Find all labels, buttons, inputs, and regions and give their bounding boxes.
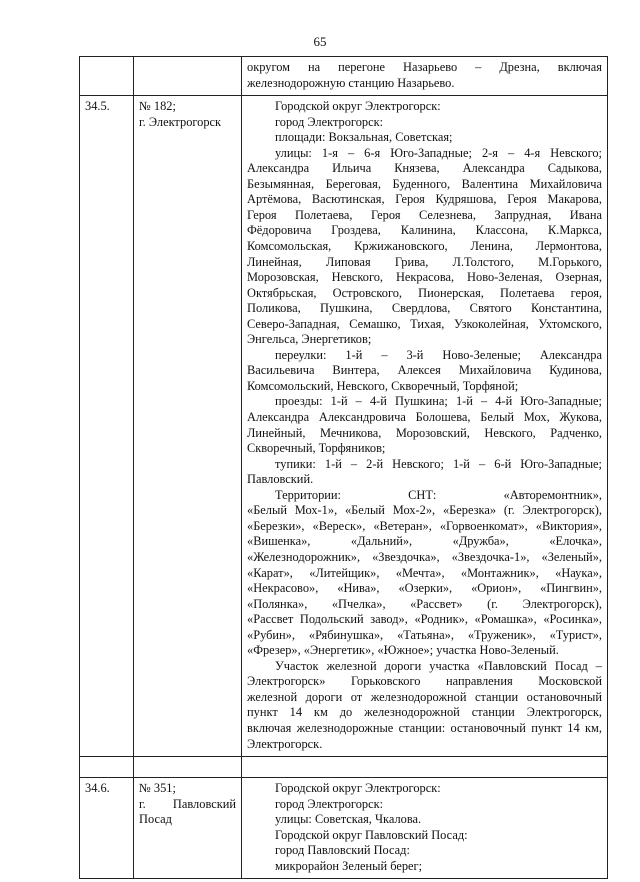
description-line: Территории: СНТ: «Авторемонтник», bbox=[275, 487, 602, 502]
table-row bbox=[80, 57, 608, 96]
description-line: Электрогорск. bbox=[247, 736, 323, 751]
description-line: Энгельса, Энергетиков; bbox=[247, 332, 372, 347]
description-line: Героя Полетаева, Героя Селезнева, Запрудная, Ивана bbox=[247, 207, 602, 222]
description-line: «Фрезер», «Энергетик», «Южное»; участка Ново-Зеленый. bbox=[247, 643, 559, 658]
row-number bbox=[80, 57, 134, 96]
description-line: улицы: 1-я – 6-я Юго-Западные; 2-я – 4-я Невского; bbox=[275, 145, 602, 160]
description-line: «Березки», «Вереск», «Ветеран», «Горвоенкомат», «Виктория», bbox=[247, 518, 602, 533]
description-line: Комсомольский, Невского, Скворечный, Торфяной; bbox=[247, 378, 519, 393]
table-row bbox=[80, 778, 608, 879]
description-line: Октябрьская, Островского, Пионерская, Полетаева героя, bbox=[247, 285, 602, 300]
description-line: Фёдоровича Гроздева, Калинина, Классона, К.Маркса, bbox=[247, 223, 602, 238]
description-line: «Рубин», «Рябинушка», «Татьяна», «Труженик», «Турист», bbox=[247, 627, 602, 642]
description-line: «Некрасово», «Нива», «Озерки», «Орион», «Пингвин», bbox=[247, 581, 602, 596]
description-line: Городской округ Электрогорск: bbox=[275, 781, 441, 796]
description-line: Линейная, Липовая Грива, Л.Толстого, М.Горького, bbox=[247, 254, 602, 269]
table-row bbox=[80, 96, 608, 757]
description-line: «Железнодорожник», «Звездочка», «Звездочка-1», «Зеленый», bbox=[247, 549, 602, 564]
description-line: Александра Александровича Болошева, Белый Мох, Жукова, bbox=[247, 410, 602, 425]
description-line: микрорайон Зеленый берег; bbox=[275, 858, 423, 873]
description-line: «Карат», «Литейщик», «Мечта», «Монтажник», «Наука», bbox=[247, 565, 602, 580]
description-line: Городской округ Электрогорск: bbox=[275, 99, 441, 114]
description-line: пункт 14 км до железнодорожной станции Электрогорск, bbox=[247, 705, 602, 720]
district-name-line: Посад bbox=[139, 812, 172, 827]
description-line: Участок железной дороги участка «Павловский Посад – bbox=[275, 658, 602, 673]
district-name bbox=[134, 57, 242, 96]
description-line: площади: Вокзальная, Советская; bbox=[275, 130, 453, 145]
district-name-line: г. Электрогорск bbox=[139, 114, 222, 129]
district-name bbox=[134, 96, 242, 757]
description-line: улицы: Советская, Чкалова. bbox=[275, 812, 422, 827]
description-line: Васильевича Винтера, Алексея Михайловича Кудинова, bbox=[247, 363, 602, 378]
description-line: переулки: 1-й – 3-й Ново-Зеленые; Александра bbox=[275, 347, 602, 362]
description-line: «Вишенка», «Дальний», «Дружба», «Елочка», bbox=[247, 534, 602, 549]
description-line: Линейный, Мечникова, Морозовский, Невского, Радченко, bbox=[247, 425, 602, 440]
description-line: железной дороги от железнодорожной станции остановочный bbox=[247, 689, 602, 704]
description-line: Безымянная, Береговая, Буденного, Валентина Михайловича bbox=[247, 176, 602, 191]
description-line: «Белый Мох-1», «Белый Мох-2», «Березка» (г. Электрогорск), bbox=[247, 503, 602, 518]
description-line: тупики: 1-й – 2-й Невского; 1-й – 6-й Юго-Западные; bbox=[275, 456, 602, 471]
description-line: Северо-Западная, Семашко, Тихая, Узкоколейная, Ухтомского, bbox=[247, 316, 602, 331]
district-name-line: № 351; bbox=[139, 781, 176, 796]
description-line: Павловский. bbox=[247, 472, 314, 487]
description-line: железнодорожную станцию Назарьево. bbox=[247, 75, 455, 90]
description-line: округом на перегоне Назарьево – Дрезна, включая bbox=[247, 60, 602, 74]
description-line: Городской округ Павловский Посад: bbox=[275, 827, 468, 842]
district-name-line: г. Павловский bbox=[139, 796, 236, 811]
description-line: город Электрогорск: bbox=[275, 796, 384, 811]
description-line: Электрогорск» Горьковского направления Московской bbox=[247, 674, 602, 689]
district-description bbox=[242, 57, 608, 96]
row-number: 34.6. bbox=[80, 778, 134, 879]
description-line: включая железнодорожные станции: остановочный пункт 14 км, bbox=[247, 720, 602, 735]
row-spacer bbox=[80, 757, 608, 778]
description-line: Скворечный, Торфяников; bbox=[247, 441, 386, 456]
description-line: Поликова, Пушкина, Свердлова, Святого Константина, bbox=[247, 301, 602, 316]
spacer-cell bbox=[80, 757, 134, 778]
description-line: «Полянка», «Пчелка», «Рассвет» (г. Электрогорск), bbox=[247, 596, 602, 611]
spacer-cell bbox=[242, 757, 608, 778]
row-number: 34.5. bbox=[80, 96, 134, 757]
description-line: Морозовская, Невского, Некрасова, Ново-Зеленая, Озерная, bbox=[247, 270, 602, 285]
spacer-cell bbox=[134, 757, 242, 778]
description-line: Комсомольская, Кржижановского, Ленина, Лермонтова, bbox=[247, 239, 602, 254]
description-line: город Электрогорск: bbox=[275, 114, 384, 129]
description-line: Александра Ильича Князева, Александра Садыкова, bbox=[247, 161, 602, 176]
district-description bbox=[242, 96, 608, 757]
description-line: «Рассвет Подольский завод», «Родник», «Ромашка», «Росинка», bbox=[247, 612, 602, 627]
description-line: проезды: 1-й – 4-й Пушкина; 1-й – 4-й Юго-Западные; bbox=[275, 394, 602, 409]
district-description bbox=[242, 778, 608, 879]
district-name-line: № 182; bbox=[139, 99, 176, 114]
description-line: город Павловский Посад: bbox=[275, 843, 410, 858]
district-name bbox=[134, 778, 242, 879]
districts-table bbox=[79, 56, 608, 879]
page-number: 65 bbox=[313, 34, 327, 49]
description-line: Артёмова, Васютинская, Героя Кудряшова, Героя Макарова, bbox=[247, 192, 602, 207]
